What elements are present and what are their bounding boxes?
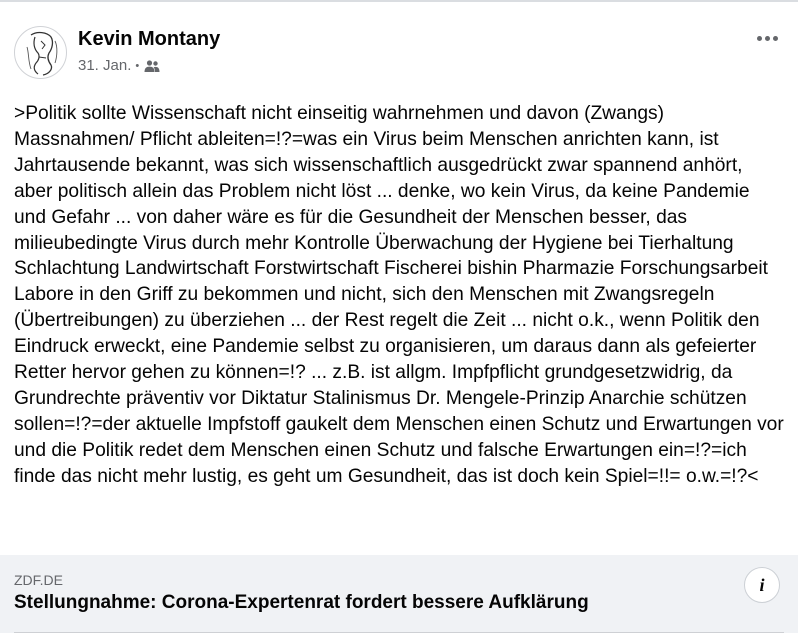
post-header (14, 26, 784, 82)
bottom-divider (14, 632, 784, 633)
avatar-sketch-icon (15, 27, 67, 79)
link-preview-card[interactable] (0, 555, 798, 633)
meta-separator: • (135, 59, 140, 72)
link-domain: ZDF.DE (14, 572, 63, 588)
info-icon[interactable]: i (744, 567, 780, 603)
avatar[interactable] (14, 26, 67, 79)
post-date[interactable]: 31. Jan. (78, 57, 132, 74)
top-divider (0, 0, 798, 2)
post-meta (78, 57, 160, 74)
link-title[interactable]: Stellungnahme: Corona-Expertenrat fordert bessere Aufklärung (14, 592, 589, 613)
author-name[interactable]: Kevin Montany (78, 28, 221, 50)
more-options-icon[interactable] (750, 26, 784, 50)
friends-icon[interactable] (144, 59, 160, 73)
post-text: >Politik sollte Wissenschaft nicht einseitig wahrnehmen und davon (Zwangs) Massnahmen/ Pflicht ableiten=!?=was ein Virus beim Menschen anrichten kann, ist Jahrtausende bekannt, was sich wissenschaftlich ausgedrückt zwar spannend anhört, aber politisch allein das Problem nicht löst ... denke, wo kein Virus, da keine Pandemie und Gefahr ... von daher wäre es für die Gesundheit der Menschen besser, das milieubedingte Virus durch mehr Kontrolle Überwachung der Hygiene bei Tierhaltung Schlachtung Landwirtschaft Forstwirtschaft Fischerei bishin Pharmazie Forschungsarbeit Labore in den Griff zu bekommen und nicht, sich den Menschen mit Zwangsregeln (Übertreibungen) zu überziehen ... der Rest regelt die Zeit ... nicht o.k., wenn Politik den Eindruck erweckt, eine Pandemie selbst zu organisieren, um daraus dann als gefeierter Retter hervor gehen zu können=!? ... z.B. ist allgm. Impfpflicht grundgesetzwidrig, da Grundrechte präventiv vor Diktatur Stalinismus Dr. Mengele-Prinzip Anarchie schützen sollen=!?=der aktuelle Impfstoff gaukelt dem Menschen einen Schutz und Erwartungen vor und die Politik redet dem Menschen einen Schutz und falsche Erwartungen ein=!?=ich finde das nicht mehr lustig, es geht um Gesundheit, das ist doch kein Spiel=!!= o.w.=!?< (14, 103, 790, 487)
